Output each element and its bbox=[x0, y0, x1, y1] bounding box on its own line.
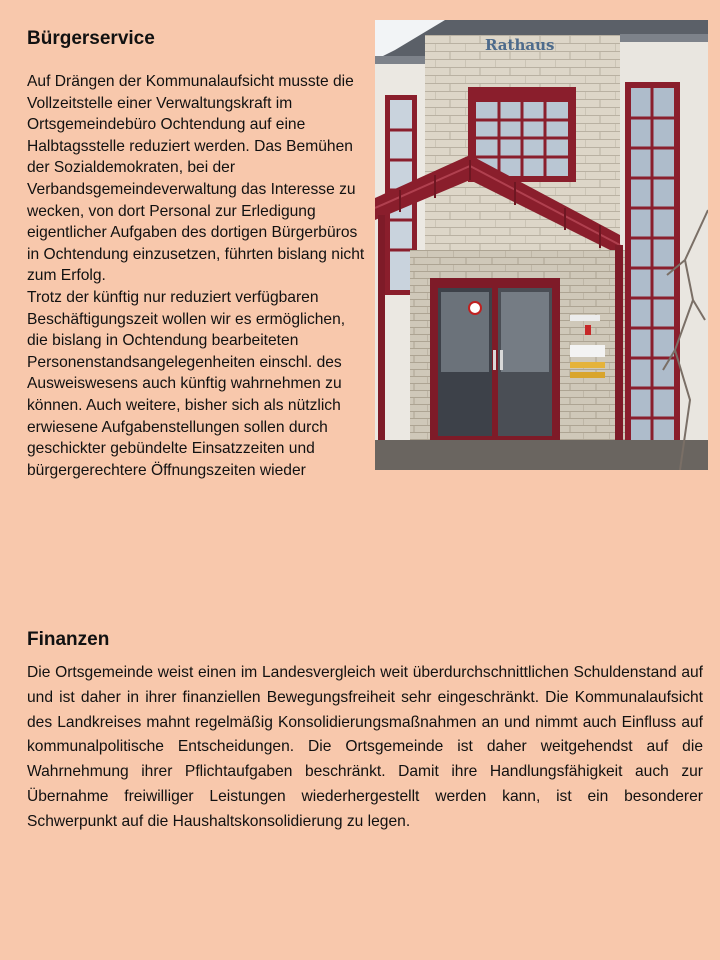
finanzen-paragraph: Die Ortsgemeinde weist einen im Landesvergleich weit überdurchschnittlichen Schuldenstand auf und ist daher in ihrer finanziellen Bewegungsfreiheit sehr eingeschränkt. Die Kommunalaufsicht des Landkreises mahnt regelmäßig Konsolidierungsmaßnahmen an und nimmt auch Einfluss auf kommunalpolitische Entscheidungen. Die Ortsgemeinde ist daher weitgehendst auf die Wahrnehmung ihrer Pflichtaufgaben beschränkt. Damit ihre Handlungsfähigkeit auch zur Übernahme freiwilliger Leistungen wiederhergestellt werden kann, ist ein besonderer Schwerpunkt auf die Haushaltskonsolidierung zu legen. bbox=[27, 664, 703, 830]
buergerservice-text bbox=[27, 71, 367, 481]
buergerservice-paragraph-1: Auf Drängen der Kommunalaufsicht musste die Vollzeitstelle einer Verwaltungskraft im Ortsgemeindebüro Ochtendung auf eine Halbtagsstelle reduziert werden. Das Bemühen der Sozialdemokraten, bei der Verbandsgemeindeverwaltung das Interesse zu wecken, von dort Personal zur Erledigung eigentlicher Aufgaben des dortigen Bürgerbüros in Ochtendung einzusetzen, führten bislang nicht zum Erfolg. bbox=[27, 73, 365, 285]
rathaus-photo bbox=[375, 20, 708, 470]
rathaus-sign: Rathaus bbox=[485, 36, 555, 54]
buergerservice-paragraph-2: Trotz der künftig nur reduziert verfügbaren Beschäftigungszeit wollen wir es ermöglichen, die bislang in Ochtendung bearbeiteten Personenstandsangelegenheiten einschl. des Ausweiswesens auch künftig wahrnehmen zu können. Auch weitere, bisher sich als nützlich erwiesene Aufgabenstellungen sollen durch geschickter gebündelte Einsatzzeiten und bürgergerechtere Öffnungszeiten wieder bbox=[27, 288, 346, 479]
section-title-buergerservice: Bürgerservice bbox=[27, 28, 155, 49]
section-title-finanzen: Finanzen bbox=[27, 629, 110, 650]
